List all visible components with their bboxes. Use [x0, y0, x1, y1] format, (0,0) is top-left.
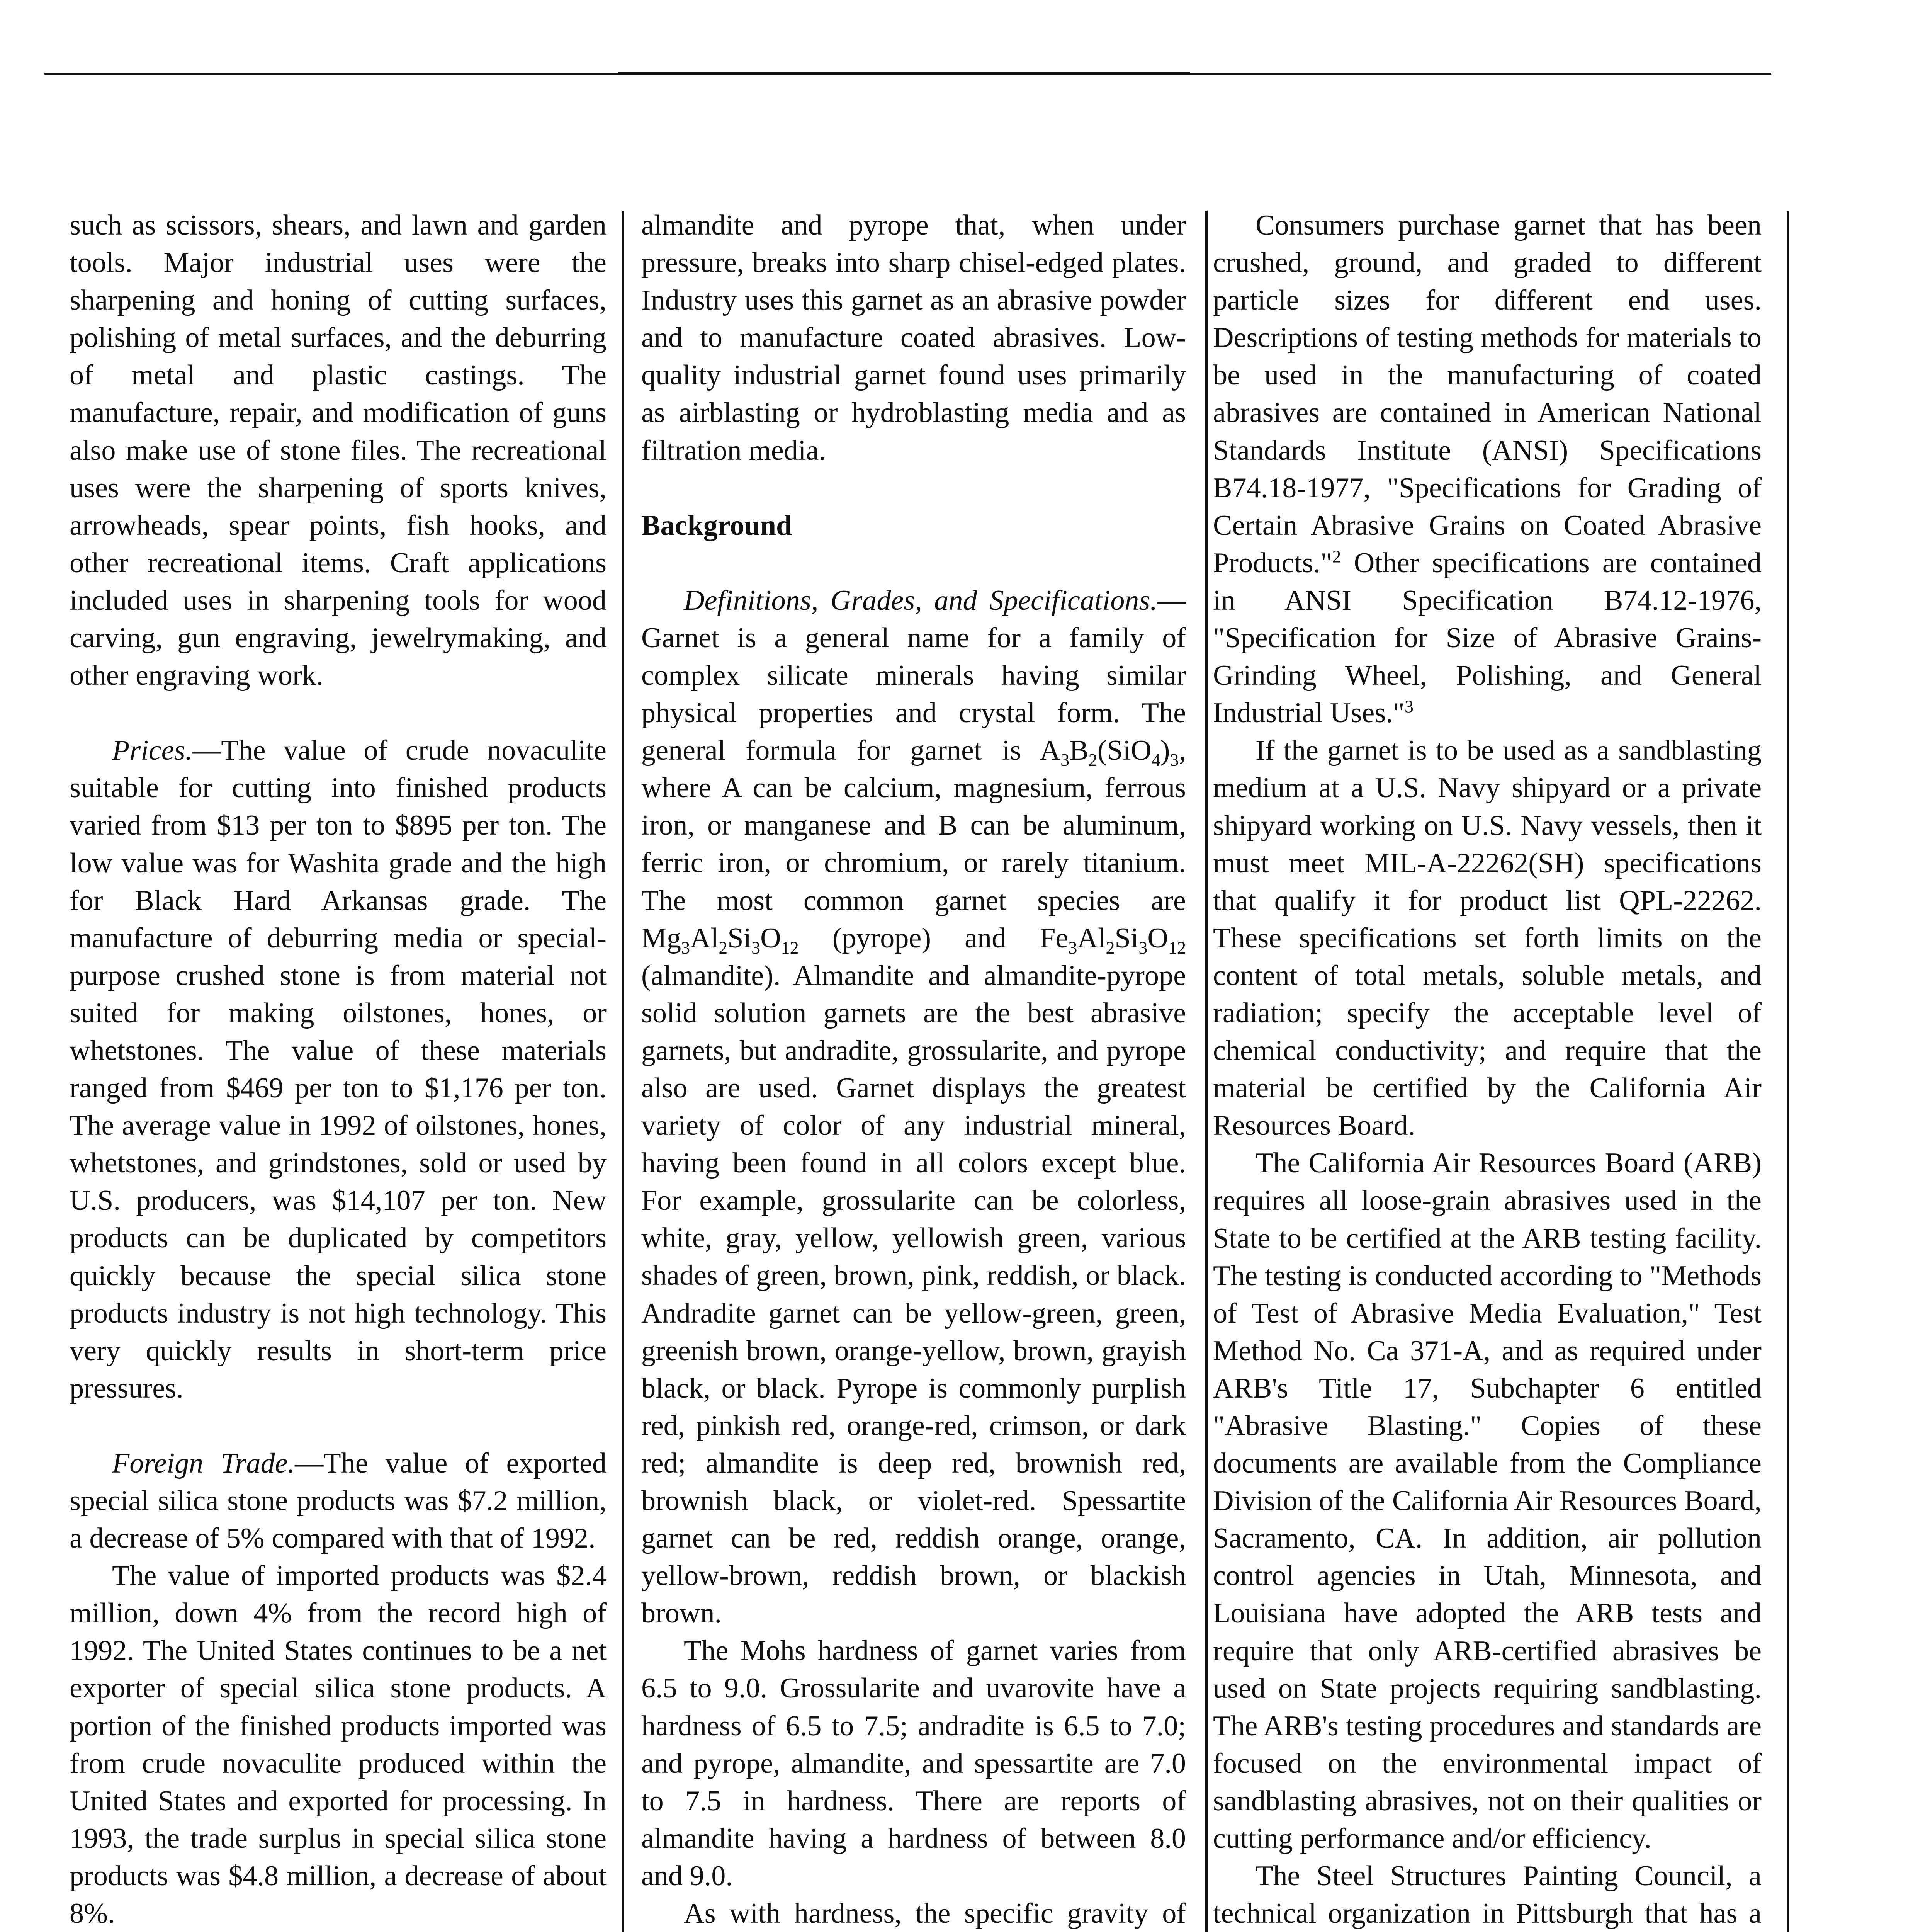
paragraph: The Steel Structures Painting Council, a technical organization in Pittsburgh that has a [1213, 1860, 1762, 1930]
paragraph: As with hardness, the specific gravity of [684, 1898, 1186, 1930]
background-heading: Background [641, 509, 792, 541]
paragraph: The California Air Resources Board (ARB) requires all loose-grain abrasives used in the State to be certified at the ARB testing facility. The testing is conducted according to "Methods of Test of Abrasive Media Evaluation," Test Method No. Ca 371-A, and as required under ARB's Title 17, Subchapter 6 entitled "Abrasive Blasting." Copies of these documents are available from the Compliance Division of the California Air Resources Board, Sacramento, CA. In addition, air pollution control agencies in Utah, Minnesota, and Louisiana have adopted the ARB tests and require that only ARB-certified abrasives be used on State projects requiring sandblasting. The ARB's testing procedures and standards are focused on the environmental impact of sandblasting abrasives, not on their qualities or cutting performance and/or efficiency. [1213, 1147, 1762, 1855]
column-3 [1213, 207, 1762, 1932]
foreign-trade-run-head: Foreign Trade. [112, 1447, 295, 1479]
text: Consumers purchase garnet that has been crushed, ground, and graded to different particle sizes for different end uses. Descriptions of testing methods for materials to be used in the manufacturing of coated abrasives are contained in American National Standards Institute (ANSI) Specifications B74.18-1977, "Specifications for Grading of Certain Abrasive Grains on Coated Abrasive Products." [1213, 209, 1762, 579]
definitions-run-head: Definitions, Grades, and Specifications. [684, 584, 1157, 616]
paragraph: almandite and pyrope that, when under pressure, breaks into sharp chisel-edged plates. Industry uses this garnet as an abrasive powder and to manufacture coated abrasives. Low-quality industrial garnet found uses primarily as airblasting or hydroblasting media and as filtration media. [641, 209, 1186, 466]
paragraph: The value of imported products was $2.4 million, down 4% from the record high of 1992. The United States continues to be a net exporter of special silica stone products. A portion of the finished products imported was from crude novaculite produced within the United States and exported for processing. In 1993, the trade surplus in special silica stone products was $4.8 million, a decrease of about 8%. [70, 1560, 607, 1930]
text: , where A can be calcium, magnesium, ferrous iron, or manganese and B can be aluminum, ferric iron, or chromium, or rarely titanium. The most common garnet species are [641, 735, 1186, 917]
text: Other specifications are contained in ANSI Specification B74.12-1976, "Specification for Size of Abrasive Grains-Grinding Wheel, Polishing, and General Industrial Uses." [1213, 547, 1762, 729]
column-2 [641, 207, 1186, 1932]
column-1 [70, 207, 607, 1932]
foreign-trade-body: —The value of exported special silica stone products was $7.2 million, a decrease of 5% compared with that of 1992. [70, 1447, 607, 1554]
paragraph: such as scissors, shears, and lawn and garden tools. Major industrial uses were the sharpening and honing of cutting surfaces, polishing of metal surfaces, and the deburring of metal and plastic castings. The manufacture, repair, and modification of guns also make use of stone files. The recreational uses were the sharpening of sports knives, arrowheads, spear points, fish hooks, and other recreational items. Craft applications included uses in sharpening tools for wood carving, gun engraving, jewelrymaking, and other engraving work. [70, 209, 607, 692]
text: —Garnet is a general name for a family of complex silicate minerals having similar physical properties and crystal form. The general formula for garnet is [641, 584, 1186, 767]
prices-body: —The value of crude novaculite suitable for cutting into finished products varied from $13 per ton to $895 per ton. The low value was for Washita grade and the high for Black Hard Arkansas grade. The manufacture of deburring media or special-purpose crushed stone is from material not suited for making oilstones, hones, or whetstones. The value of these materials ranged from $469 per ton to $1,176 per ton. The average value in 1992 of oilstones, hones, whetstones, and grindstones, sold or used by U.S. producers, was $14,107 per ton. New products can be duplicated by competitors quickly because the special silica stone products industry is not high technology. This very quickly results in short-term price pressures. [70, 735, 607, 1404]
prices-paragraph [70, 732, 607, 1407]
prices-run-head: Prices. [112, 735, 193, 767]
paragraph [1213, 207, 1762, 732]
column-divider [622, 211, 624, 1932]
text: (almandite). Almandite and almandite-pyrope solid solution garnets are the best abrasive garnets, but andradite, grossularite, and pyrope also are used. Garnet displays the greatest variety of color of any industrial mineral, having been found in all colors except blue. For example, grossularite can be colorless, white, gray, yellow, yellowish green, various shades of green, brown, pink, reddish, or black. Andradite garnet can be yellow-green, green, greenish brown, orange-yellow, brown, grayish black, or black. Pyrope is commonly purplish red, pinkish red, orange-red, crimson, or dark red; almandite is deep red, brownish red, brownish black, or violet-red. Spessartite garnet can be red, reddish orange, orange, yellow-brown, reddish brown, or blackish brown. [641, 959, 1186, 1629]
text: (pyrope) and [798, 922, 1040, 954]
paragraph: The Mohs hardness of garnet varies from 6.5 to 9.0. Grossularite and uvarovite have a hardness of 6.5 to 7.5; andradite is 6.5 to 7.0; and pyrope, almandite, and spessartite are 7.0 to 7.5 in hardness. There are reports of almandite having a hardness of between 8.0 and 9.0. [641, 1635, 1186, 1892]
top-rule-thick [618, 72, 1190, 75]
column-divider [1205, 211, 1208, 1932]
column-divider [1787, 211, 1789, 1932]
definitions-paragraph: Definitions, Grades, and Specifications.—Garnet is a general name for a family of complex silicate minerals having similar physical properties and crystal form. The general formula for garnet is $A_3B_2(SiO_4)_3$, where A can be calcium, magnesium, ferrous iron, or manganese and B can be aluminum, ferric iron, or chromium, or rarely titanium. The most common garnet species are $Mg_3Al_2Si_3O_{12}$ (pyrope) and $Fe_3Al_2Si_3O_{12}$ (almandite). Almandite and almandite-pyrope solid solution garnets are the best abrasive garnets, but andradite, grossularite, and pyrope also are used. Garnet displays the greatest variety of color of any industrial mineral, having been found in all colors except blue. For example, grossularite can be colorless, white, gray, yellow, yellowish green, various shades of green, brown, pink, reddish, or black. Andradite garnet can be yellow-green, green, greenish brown, orange-yellow, brown, grayish black, or black. Pyrope is commonly purplish red, pinkish red, orange-red, crimson, or dark red; almandite is deep red, brownish red, brownish black, or violet-red. Spessartite garnet can be red, reddish orange, orange, yellow-brown, reddish brown, or blackish brown. [641, 584, 1186, 1629]
footnote-ref: 2 [1332, 546, 1341, 566]
paragraph: If the garnet is to be used as a sandblasting medium at a U.S. Navy shipyard or a private shipyard working on U.S. Navy vessels, then it must meet MIL-A-22262(SH) specifications that qualify it for product list QPL-22262. These specifications set forth limits on the content of total metals, soluble metals, and radiation; specify the acceptable level of chemical conductivity; and require that the material be certified by the California Air Resources Board. [1213, 735, 1762, 1142]
footnote-ref: 3 [1404, 696, 1414, 716]
foreign-trade-paragraph [70, 1445, 607, 1557]
